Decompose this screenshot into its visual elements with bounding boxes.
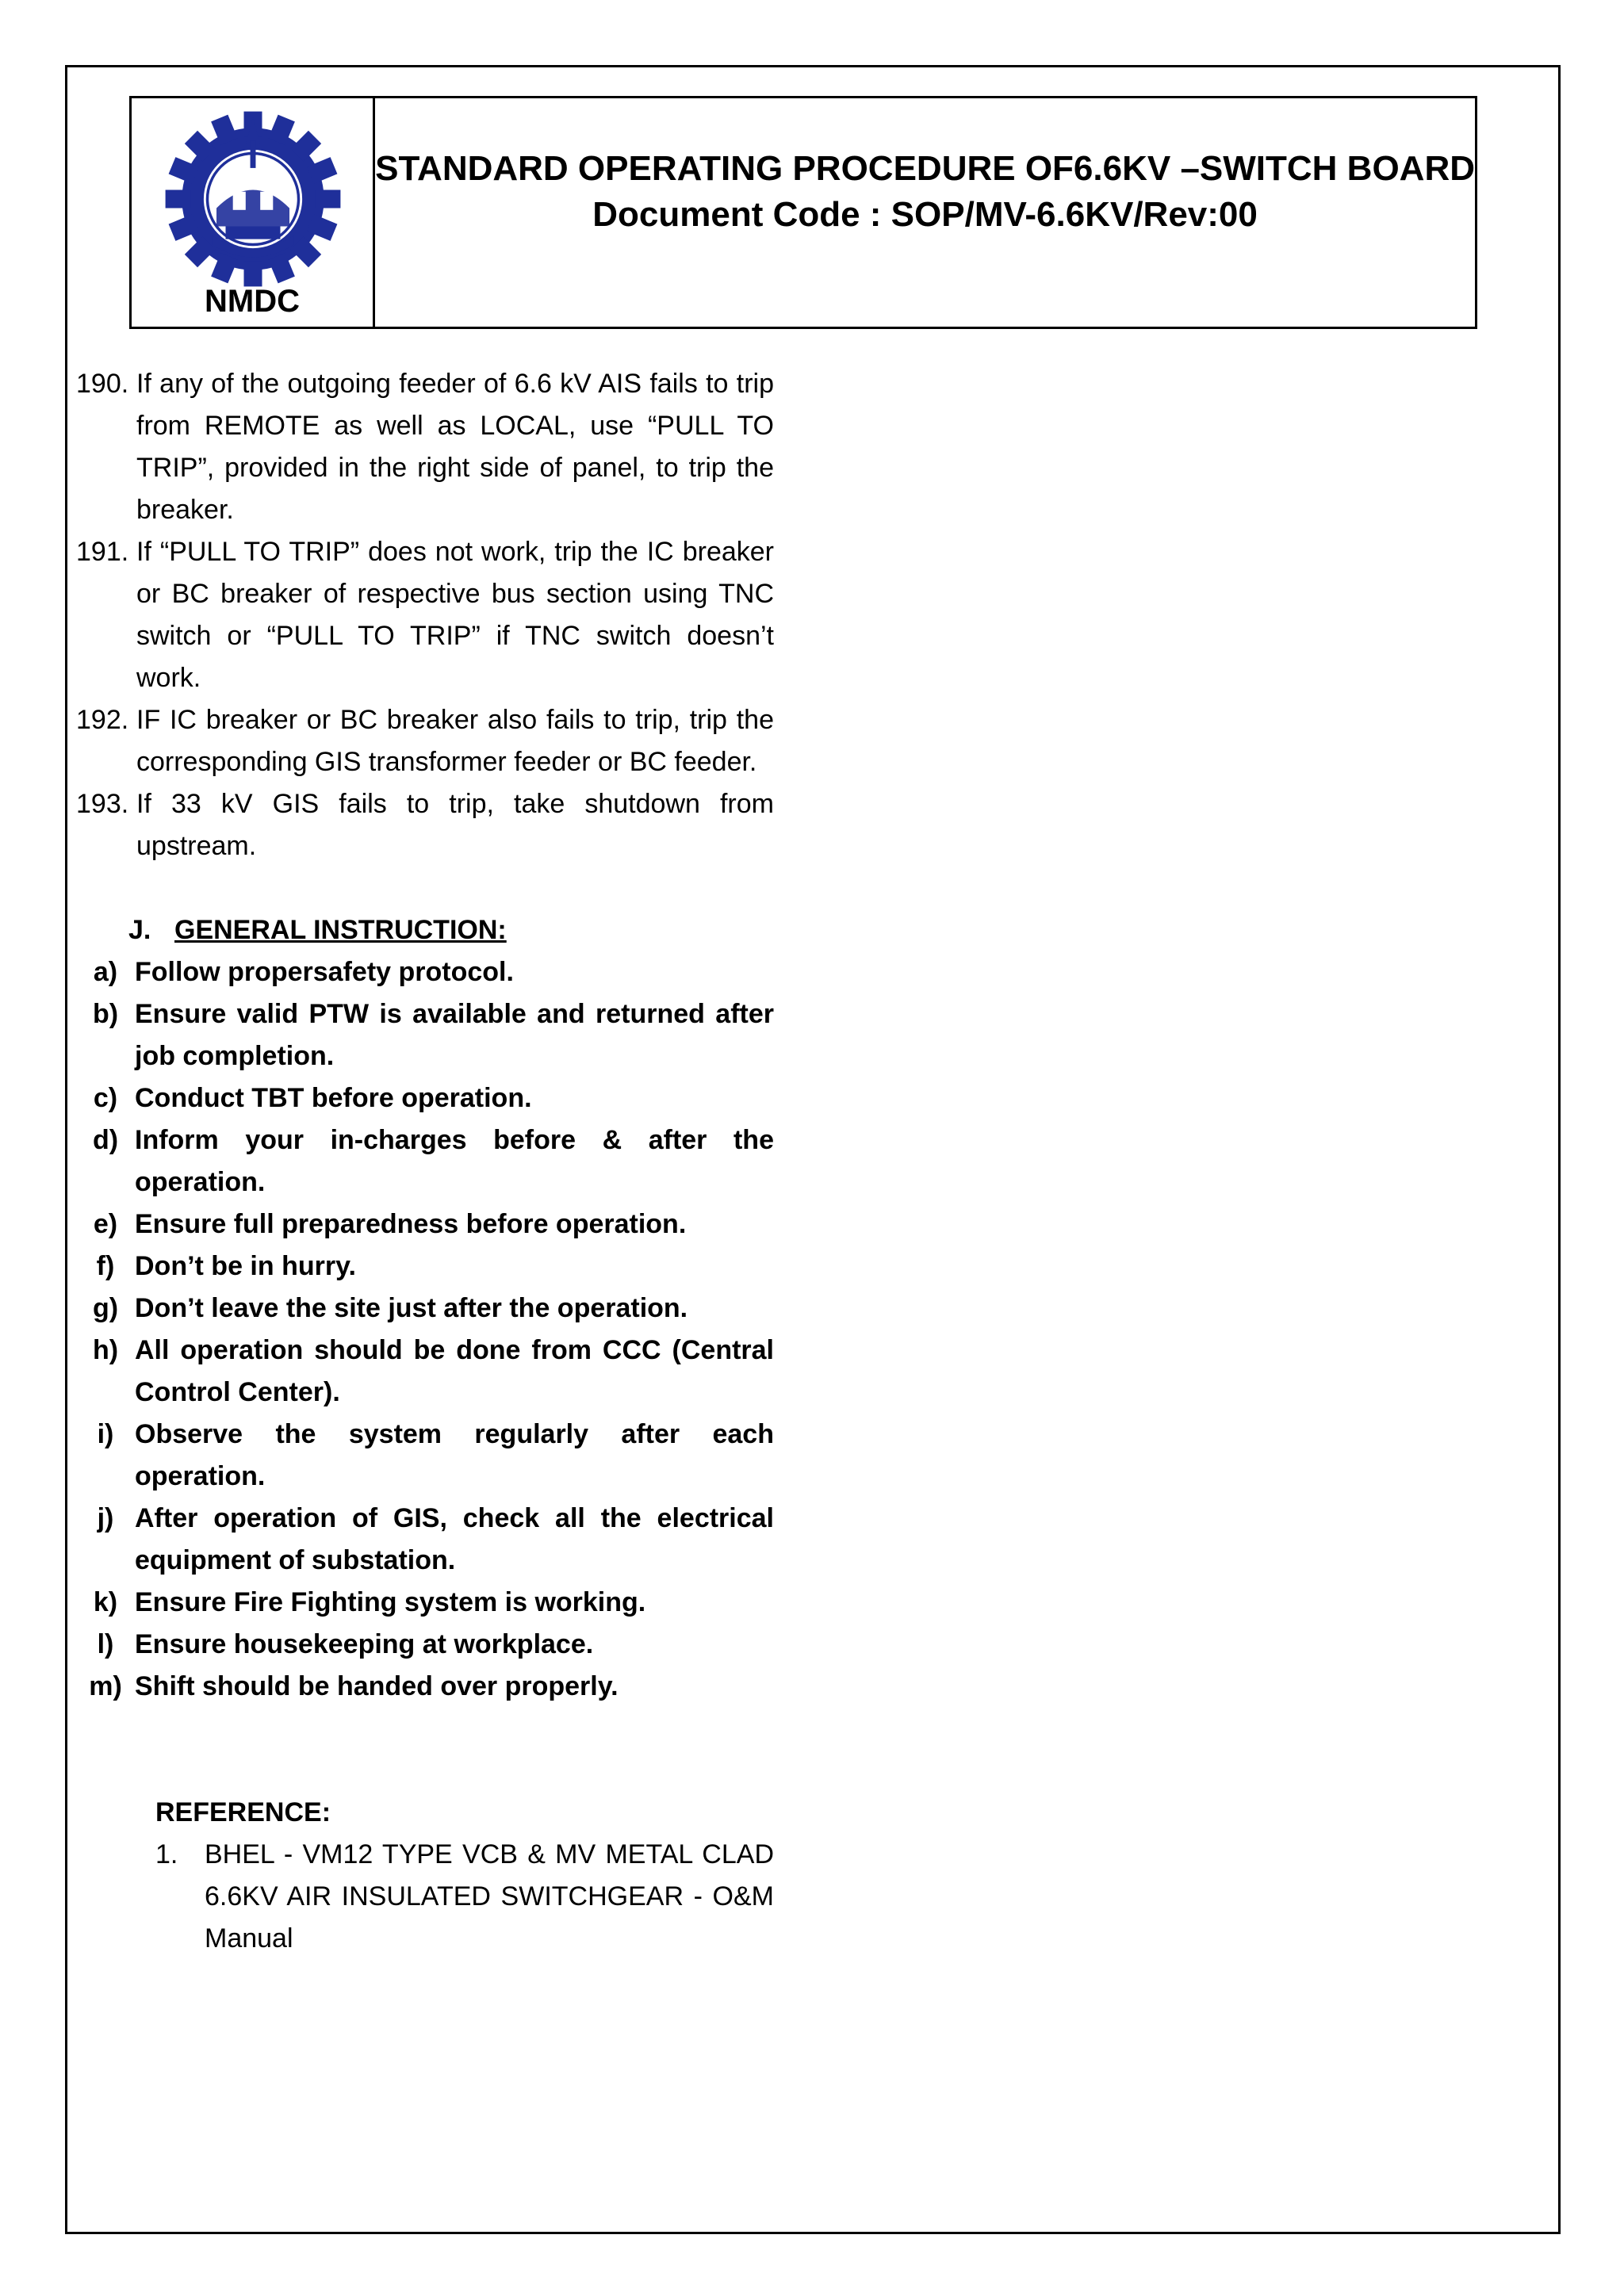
list-item <box>76 783 774 867</box>
list-item <box>76 993 774 1077</box>
item-text: Don’t leave the site just after the operation. <box>135 1293 688 1323</box>
list-item <box>76 1246 774 1288</box>
section-title: GENERAL INSTRUCTION: <box>174 915 507 945</box>
list-item <box>76 363 774 531</box>
item-letter: b) <box>92 999 119 1029</box>
step-number: 191. <box>76 537 129 567</box>
item-text: Shift should be handed over properly. <box>135 1671 619 1701</box>
item-text: All operation should be done from CCC (Central Control Center). <box>135 1335 774 1407</box>
step-text: If “PULL TO TRIP” does not work, trip the IC breaker or BC breaker of respective bus section using TNC switch or “PULL TO TRIP” if TNC switch doesn’t work. <box>136 537 774 693</box>
item-text: Ensure Fire Fighting system is working. <box>135 1587 646 1617</box>
procedure-steps <box>76 363 774 867</box>
item-letter: m) <box>89 1671 122 1701</box>
step-number: 192. <box>76 705 129 735</box>
logo-cell <box>132 98 375 327</box>
list-item <box>155 1834 774 1960</box>
item-letter: d) <box>92 1125 119 1155</box>
step-number: 193. <box>76 789 129 819</box>
list-item <box>76 1330 774 1414</box>
general-instruction-list <box>76 951 774 1708</box>
item-letter: f) <box>96 1251 115 1281</box>
item-text: After operation of GIS, check all the electrical equipment of substation. <box>135 1503 774 1575</box>
item-text: Ensure housekeeping at workplace. <box>135 1629 594 1659</box>
item-text: Observe the system regularly after each operation. <box>135 1419 774 1491</box>
reference-text: BHEL - VM12 TYPE VCB & MV METAL CLAD 6.6KV AIR INSULATED SWITCHGEAR - O&M Manual <box>205 1839 774 1954</box>
document-body <box>76 363 774 1960</box>
document-title: STANDARD OPERATING PROCEDURE OF6.6KV –SWITCH BOARD <box>375 149 1475 188</box>
list-item <box>76 1666 774 1708</box>
reference-number: 1. <box>155 1839 178 1869</box>
list-item <box>76 1414 774 1498</box>
item-text: Conduct TBT before operation. <box>135 1083 532 1113</box>
item-letter: j) <box>97 1503 114 1533</box>
reference-section <box>155 1792 774 1960</box>
list-item <box>76 531 774 699</box>
list-item <box>76 1288 774 1330</box>
item-text: Ensure full preparedness before operation. <box>135 1209 687 1239</box>
list-item <box>76 1582 774 1624</box>
nmdc-logo-icon <box>162 108 344 290</box>
list-item <box>76 951 774 993</box>
list-item <box>76 1203 774 1246</box>
title-cell <box>375 98 1475 327</box>
item-letter: c) <box>93 1083 118 1113</box>
item-text: Don’t be in hurry. <box>135 1251 356 1281</box>
section-letter: J. <box>128 915 151 945</box>
list-item <box>76 1077 774 1119</box>
reference-heading: REFERENCE: <box>155 1797 331 1827</box>
item-text: Inform your in-charges before & after the operation. <box>135 1125 774 1197</box>
item-letter: i) <box>97 1419 114 1449</box>
item-letter: l) <box>97 1629 114 1659</box>
document-code: Document Code : SOP/MV-6.6KV/Rev:00 <box>592 195 1258 234</box>
document-header <box>129 96 1477 329</box>
step-text: IF IC breaker or BC breaker also fails to trip, trip the corresponding GIS transformer feeder or BC feeder. <box>136 705 774 777</box>
item-letter: e) <box>93 1209 118 1239</box>
step-text: If any of the outgoing feeder of 6.6 kV AIS fails to trip from REMOTE as well as LOCAL, use “PULL TO TRIP”, provided in the right side of panel, to trip the breaker. <box>136 369 774 525</box>
item-text: Follow propersafety protocol. <box>135 957 514 987</box>
step-number: 190. <box>76 369 129 399</box>
general-instruction-heading <box>128 909 774 951</box>
item-letter: g) <box>92 1293 119 1323</box>
item-letter: k) <box>93 1587 118 1617</box>
list-item <box>76 1119 774 1203</box>
list-item <box>76 1498 774 1582</box>
list-item <box>76 699 774 783</box>
item-letter: a) <box>93 957 118 987</box>
item-text: Ensure valid PTW is available and returned after job completion. <box>135 999 774 1071</box>
list-item <box>76 1624 774 1666</box>
item-letter: h) <box>92 1335 119 1365</box>
org-name: NMDC <box>205 284 301 319</box>
step-text: If 33 kV GIS fails to trip, take shutdown from upstream. <box>136 789 774 861</box>
